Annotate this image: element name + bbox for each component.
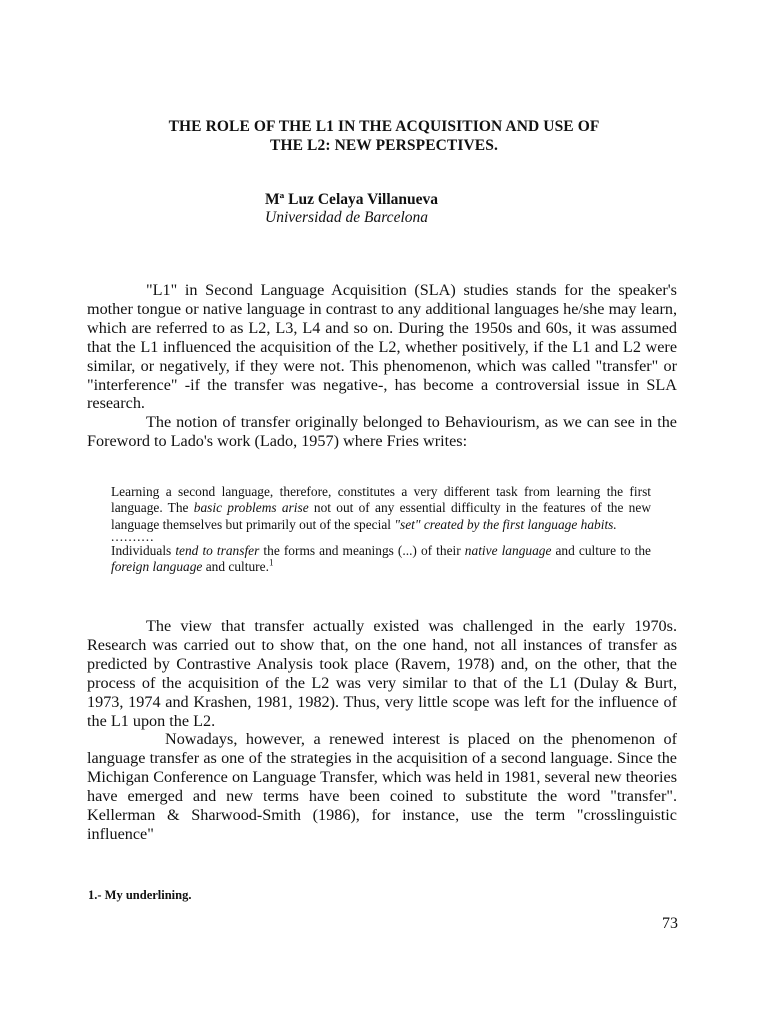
quote-ellipsis: .......... <box>111 528 155 544</box>
quote-emphasis: "set" created by the first language habits. <box>394 516 617 532</box>
block-quote <box>111 484 651 575</box>
paragraph: The notion of transfer originally belonged to Behaviourism, as we can see in the Foreword to Lado's work (Lado, 1957) where Fries writes: <box>87 413 677 451</box>
paragraph: The view that transfer actually existed was challenged in the early 1970s. Research was carried out to show that, on the one hand, not all instances of transfer as predicted by Contrastive Analysis took place (Ravem, 1978) and, on the other, that the process of the acquisition of the L2 was very similar to that of the L1 (Dulay & Burt, 1973, 1974 and Krashen, 1981, 1982). Thus, very little scope was left for the influence of the L1 upon the L2. <box>87 617 677 730</box>
paragraph: Nowadays, however, a renewed interest is placed on the phenomenon of language transfer as one of the strategies in the acquisition of a second language. Since the Michigan Conference on Language Transfer, which was held in 1981, several new theories have emerged and new terms have been coined to substitute the word "transfer". Kellerman & Sharwood-Smith (1986), for instance, use the term "crosslinguistic influence" <box>87 730 677 843</box>
quote-emphasis: tend to transfer <box>175 542 260 558</box>
body-text-continued <box>87 617 677 844</box>
body-text-intro <box>87 281 677 451</box>
paragraph: "L1" in Second Language Acquisition (SLA) studies stands for the speaker's mother tongue or native language in contrast to any additional languages he/she may learn, which are referred to as L2, L3, L4 and so on. During the 1950s and 60s, it was assumed that the L1 influenced the acquisition of the L2, whether positively, if the L1 and L2 were similar, or negatively, if they were not. This phenomenon, which was called "transfer" or "interference" -if the transfer was negative-, has become a controversial issue in SLA research. <box>87 281 677 413</box>
title-line-1: THE ROLE OF THE L1 IN THE ACQUISITION AND USE OF <box>168 118 600 135</box>
author-affiliation: Universidad de Barcelona <box>265 209 428 226</box>
quote-paragraph: Learning a second language, therefore, constitutes a very different task from learning the first language. The basic problems arise not out of any essential difficulty in the features of the new language themselves but primarily out of the special "set" created by the first language habits. <box>111 484 651 532</box>
author-name: Mª Luz Celaya Villanueva <box>265 191 438 208</box>
footnote-reference[interactable]: 1 <box>268 557 274 568</box>
paper-title <box>88 117 680 155</box>
quote-emphasis: foreign language <box>111 559 203 575</box>
quote-emphasis: basic problems arise <box>193 500 309 516</box>
footnote: 1.- My underlining. <box>88 888 192 902</box>
title-line-2: THE L2: NEW PERSPECTIVES. <box>270 137 498 154</box>
page-number: 73 <box>662 915 678 932</box>
quote-paragraph: Individuals tend to transfer the forms and meanings (...) of their native language and culture to the foreign language and culture.$^1$ <box>111 542 651 575</box>
quote-emphasis: native language <box>464 542 552 558</box>
